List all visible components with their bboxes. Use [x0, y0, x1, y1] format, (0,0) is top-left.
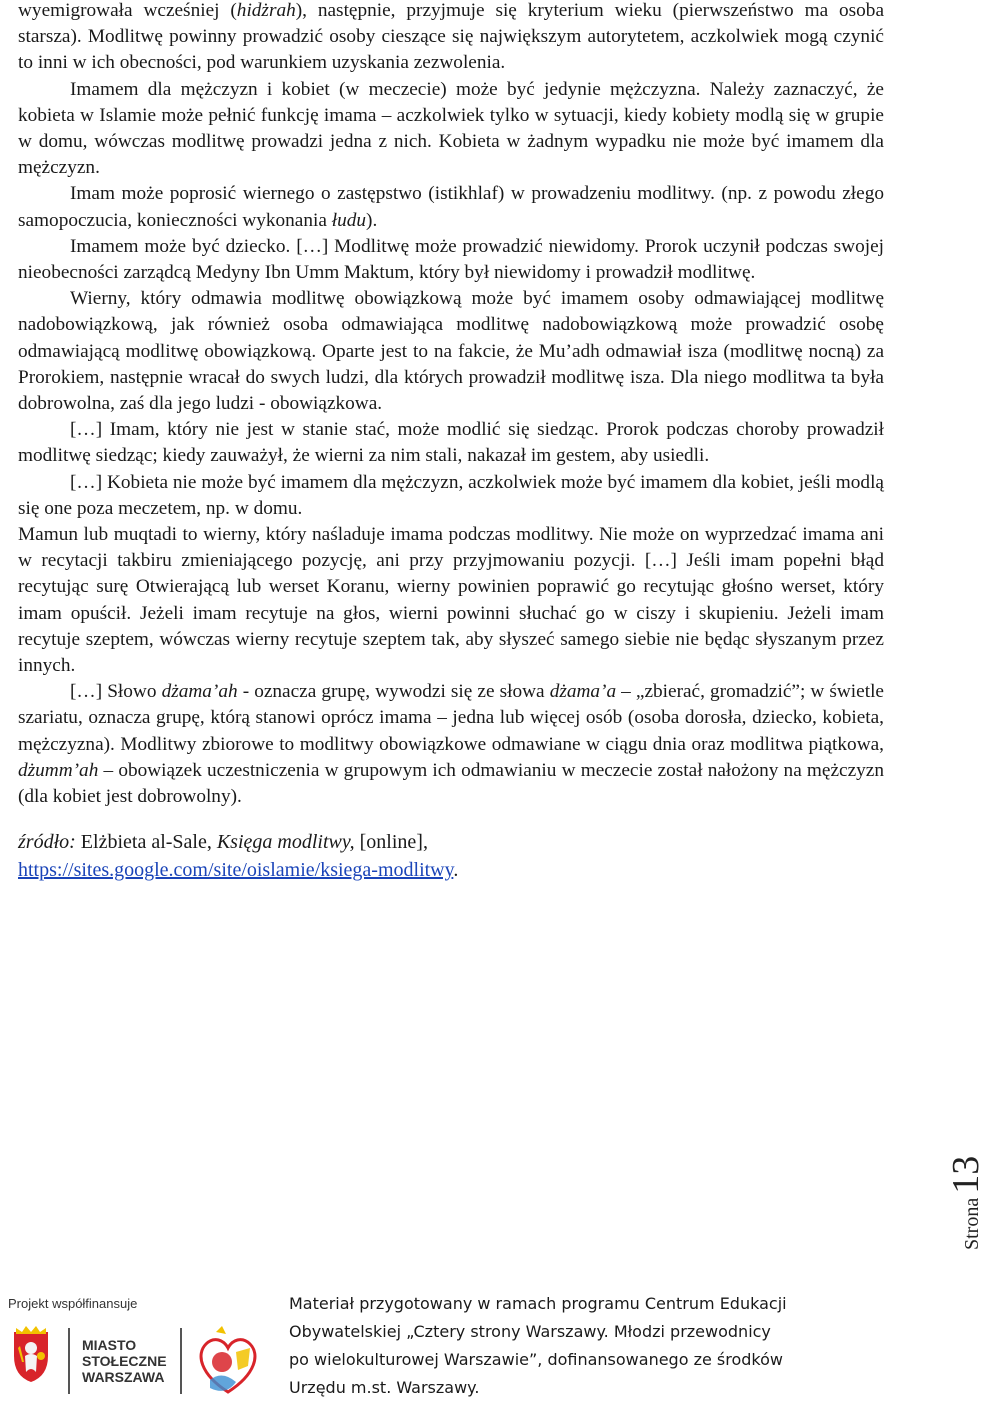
- footer-line: Obywatelskiej „Cztery strony Warszawy. Młodzi przewodnicy: [289, 1322, 771, 1341]
- city-line: STOŁECZNE: [82, 1353, 167, 1369]
- paragraph-3: [18, 181, 884, 233]
- italic-term: dżama’a: [549, 681, 617, 703]
- italic-term: łudu: [331, 209, 367, 231]
- paragraph-1: [18, 0, 884, 77]
- source-title: Księga modlitwy,: [216, 831, 355, 854]
- footer-line: Urzędu m.st. Warszawy.: [289, 1378, 480, 1397]
- italic-term: dżama’ah: [161, 681, 238, 703]
- text-run: – obowiązek uczestniczenia w grupowym ich odmawianiu w meczecie został nałożony na mężczyzn (dla kobiet jest dobrowolny).: [18, 759, 884, 808]
- source-author: Elżbieta al-Sale,: [75, 831, 217, 854]
- paragraph-5: Wierny, który odmawia modlitwę obowiązkową może być imamem osoby odmawiającej modlitwę nadobowiązkową, jak również osoba odmawiająca modlitwę nadobowiązkową może prowadzić osobę odmawiającą modlitwę obowiązkową. Oparte jest to na fakcie, że Mu’adh odmawiał isza (modlitwę nocną) za Prorokiem, następnie wracał do swych ludzi, dla których prowadził modlitwę isza. Dla niego modlitwa ta była dobrowolna, zaś dla jego ludzi - obowiązkowa.: [18, 288, 884, 415]
- source-link[interactable]: https://sites.google.com/site/oislamie/ksiega-modlitwy: [18, 859, 454, 882]
- footer-note: [289, 1290, 849, 1402]
- city-line: MIASTO: [82, 1337, 137, 1353]
- text-run: – „zbierać, gromadzić”; w świetle szariatu, oznacza grupę, którą stanowi oprócz imama – jedna lub więcej osób (osoba dorosła, dziecko, kobieta, mężczyzna). Modlitwy zbiorowe to modlitwy obowiązkowe odmawiane w ciągu dnia oraz modlitwa piątkowa,: [18, 681, 884, 755]
- source-citation: [18, 828, 884, 884]
- paragraph-4: Imamem może być dziecko. […] Modlitwę może prowadzić niewidomy. Prorok uczynił podczas swojej nieobecności zarządcą Medyny Ibn Umm Maktum, który był niewidomy i prowadził modlitwę.: [18, 235, 884, 284]
- footer: [0, 1290, 960, 1407]
- page-number: [928, 1150, 987, 1260]
- divider-line: [180, 1328, 182, 1394]
- text-run: ), następnie, przyjmuje się kryterium wieku (pierwszeństwo ma osoba starsza). Modlitwę powinny prowadzić osoby cieszące się największym autorytetem, aczkolwiek mogą czynić to inni w ich obecności, pod warunkiem uzyskania zezwolenia.: [18, 0, 884, 74]
- warsaw-coat-of-arms-icon: [10, 1326, 52, 1384]
- text-run: - oznacza grupę, wywodzi się ze słowa: [237, 681, 550, 703]
- cofinance-label: Projekt współfinansuje: [8, 1296, 138, 1311]
- text-run: […] Słowo: [70, 681, 162, 703]
- italic-term: hidżrah: [236, 0, 296, 21]
- city-name: [82, 1337, 167, 1385]
- text-run: Imam może poprosić wiernego o zastępstwo (istikhlaf) w prowadzeniu modlitwy. (np. z powodu złego samopoczucia, konieczności wykonania: [18, 183, 884, 231]
- zakochaj-sie-w-warszawie-logo-icon: [192, 1322, 264, 1402]
- page-number-label: Strona: [961, 1197, 983, 1250]
- footer-line: po wielokulturowej Warszawie”, dofinansowanego ze środków: [289, 1350, 783, 1369]
- footer-line: Materiał przygotowany w ramach programu Centrum Edukacji: [289, 1294, 787, 1313]
- page-number-rotated: [944, 1156, 988, 1250]
- paragraph-6: […] Imam, który nie jest w stanie stać, może modlić się siedząc. Prorok podczas choroby prowadził modlitwę siedząc; kiedy zauważył, że wierni za nim stali, nakazał im gestem, aby usiedli.: [18, 419, 884, 467]
- paragraph-8: Mamun lub muqtadi to wierny, który naśladuje imama podczas modlitwy. Nie może on wyprzedzać imama ani w recytacji takbiru zmieniającego pozycję, ani przy przyjmowaniu pozycji. […] Jeśli imam popełni błąd recytując surę Otwierającą lub werset Koranu, wierny powinien poprawić go recytując głośno werset, który imam opuścił. Jeżeli imam recytuje na głos, wierni powinni słuchać go w ciszy i skupieniu. Jeżeli imam recytuje szeptem, wówczas wierny recytuje szeptem tak, aby słyszeć samego siebie nie będąc słyszanym przez innych.: [18, 524, 884, 677]
- paragraph-9: [18, 679, 884, 810]
- paragraph-7: […] Kobieta nie może być imamem dla mężczyzn, aczkolwiek może być imamem dla kobiet, jeśli modlą się one poza meczetem, np. w domu.: [18, 471, 884, 519]
- text-run: .: [453, 859, 459, 882]
- page-number-value: 13: [945, 1155, 987, 1194]
- source-label: źródło:: [18, 831, 76, 854]
- paragraph-2: Imamem dla mężczyzn i kobiet (w meczecie) może być jedynie mężczyzna. Należy zaznaczyć, że kobieta w Islamie może pełnić funkcję imama – aczkolwiek tylko w sytuacji, kiedy kobiety modlą się w grupie w domu, wówczas modlitwę prowadzi jedna z nich. Kobieta w żadnym wypadku nie może być imamem dla mężczyzn.: [18, 78, 884, 179]
- body-text: [18, 0, 884, 884]
- source-online: [online],: [354, 831, 428, 854]
- text-run: ).: [366, 209, 378, 231]
- divider-line: [68, 1328, 70, 1394]
- text-run: wyemigrowała wcześniej (: [18, 0, 237, 21]
- city-line: WARSZAWA: [82, 1369, 165, 1385]
- italic-term: dżumm’ah: [18, 759, 99, 781]
